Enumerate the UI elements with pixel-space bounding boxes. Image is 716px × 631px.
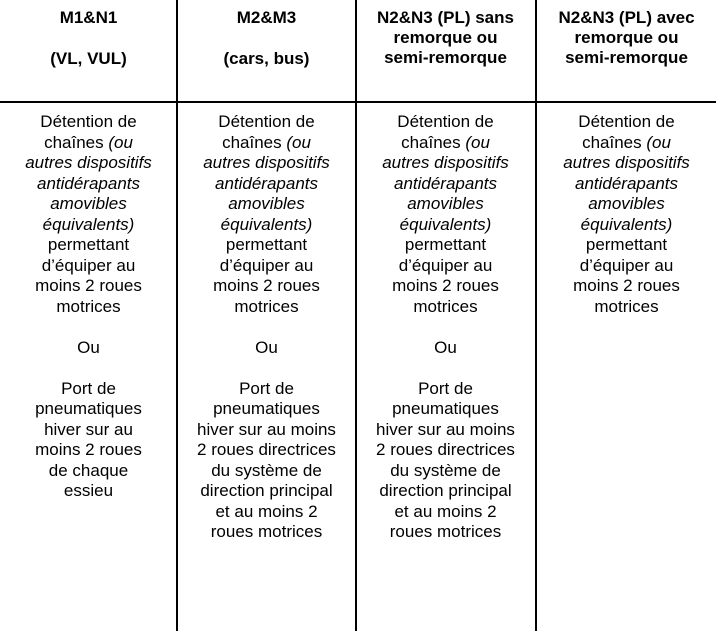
body-line: Port de [239,378,294,398]
column-n2n3-sans-remorque [357,0,534,631]
body-line-italic-suffix: (ou [460,132,490,152]
body-line: et au moins 2 [394,501,497,521]
body-line: moins 2 roues [392,276,499,295]
body-line: motrices [56,296,121,316]
column-m2m3 [178,0,355,631]
body-line: moins 2 roues [213,276,320,295]
body-line: amovibles [588,194,665,213]
body-line-italic-suffix: (ou [281,132,311,152]
body-line: chaînes (ou [44,132,133,152]
body-line: équivalents) [220,214,313,234]
header-line: M1&N1 [59,8,118,27]
body-line: autres dispositifs [382,153,509,172]
body-line: Ou [255,337,278,357]
body-line: permettant [47,235,130,254]
body-line: d’équiper au [41,255,136,275]
header-line [178,28,355,49]
body-line: hiver sur au moins [376,419,515,439]
body-line: amovibles [50,194,127,213]
body-line: Détention de [397,112,494,131]
column-divider [355,0,357,631]
header-line: remorque ou [393,28,498,47]
body-line: direction principal [200,481,333,500]
body-line: antidérapants [393,173,498,193]
body-line [357,317,534,338]
body-line: permettant [225,235,308,254]
header-line: N2&N3 (PL) avec [558,8,695,27]
body-line: roues motrices [389,522,502,541]
body-line: Détention de [218,112,315,131]
body-line: permettant [404,235,487,254]
body-line: Détention de [40,112,137,131]
body-line: chaînes (ou [222,132,311,152]
body-line: moins 2 roues [35,276,142,295]
column-body [357,112,534,543]
header-line: semi-remorque [565,48,688,67]
column-divider [176,0,178,631]
body-line: équivalents) [580,214,673,234]
body-line: autres dispositifs [203,153,330,172]
header-line: N2&N3 (PL) sans [377,8,514,27]
body-line: autres dispositifs [25,153,152,172]
body-line: permettant [585,235,668,254]
body-line: Ou [434,337,457,357]
column-header [537,8,716,68]
body-line: pneumatiques [213,399,320,418]
column-divider [535,0,537,631]
body-line: hiver sur au moins [197,419,336,439]
body-line: autres dispositifs [563,153,690,172]
body-line: Port de [418,378,473,398]
body-line-italic-suffix: (ou [103,132,133,152]
body-line: Ou [77,337,100,357]
header-line: (cars, bus) [223,48,310,68]
body-line: 2 roues directrices [376,440,515,459]
body-line: antidérapants [214,173,319,193]
header-line: semi-remorque [384,48,507,67]
body-line: chaînes (ou [582,132,671,152]
body-line: motrices [234,296,299,316]
body-line [178,358,355,379]
body-line: motrices [413,296,478,316]
body-line: moins 2 roues [573,276,680,295]
header-divider [0,101,716,103]
body-line: de chaque [48,460,129,480]
body-line: et au moins 2 [215,501,318,521]
body-line: motrices [594,296,659,316]
body-line: amovibles [228,194,305,213]
header-line: M2&M3 [236,8,297,27]
body-line: du système de [211,460,322,480]
body-line: antidérapants [574,173,679,193]
body-line: hiver sur au [44,419,133,439]
body-line: direction principal [379,481,512,500]
body-line: essieu [63,481,114,500]
body-line: moins 2 roues [35,440,142,459]
body-line [178,317,355,338]
body-line: d’équiper au [579,255,674,275]
body-line-italic-suffix: (ou [641,132,671,152]
body-line: du système de [390,460,501,480]
body-line [0,358,177,379]
body-line: pneumatiques [35,399,142,418]
column-header [0,8,177,69]
body-line: Port de [61,378,116,398]
column-n2n3-avec-remorque [537,0,716,631]
body-line: Détention de [578,112,675,131]
column-header [357,8,534,68]
body-line: d’équiper au [219,255,314,275]
column-header [178,8,355,69]
header-line [0,28,177,49]
body-line: pneumatiques [392,399,499,418]
body-line [357,358,534,379]
body-line: équivalents) [399,214,492,234]
column-body [178,112,355,543]
body-line: amovibles [407,194,484,213]
column-body [0,112,177,502]
body-line: équivalents) [42,214,135,234]
header-line: remorque ou [574,28,679,47]
column-body [537,112,716,317]
body-line: roues motrices [210,522,323,541]
body-line: antidérapants [36,173,141,193]
header-line: (VL, VUL) [50,48,127,68]
body-line: chaînes (ou [401,132,490,152]
body-line [0,317,177,338]
body-line: d’équiper au [398,255,493,275]
column-m1n1 [0,0,177,631]
body-line: 2 roues directrices [197,440,336,459]
